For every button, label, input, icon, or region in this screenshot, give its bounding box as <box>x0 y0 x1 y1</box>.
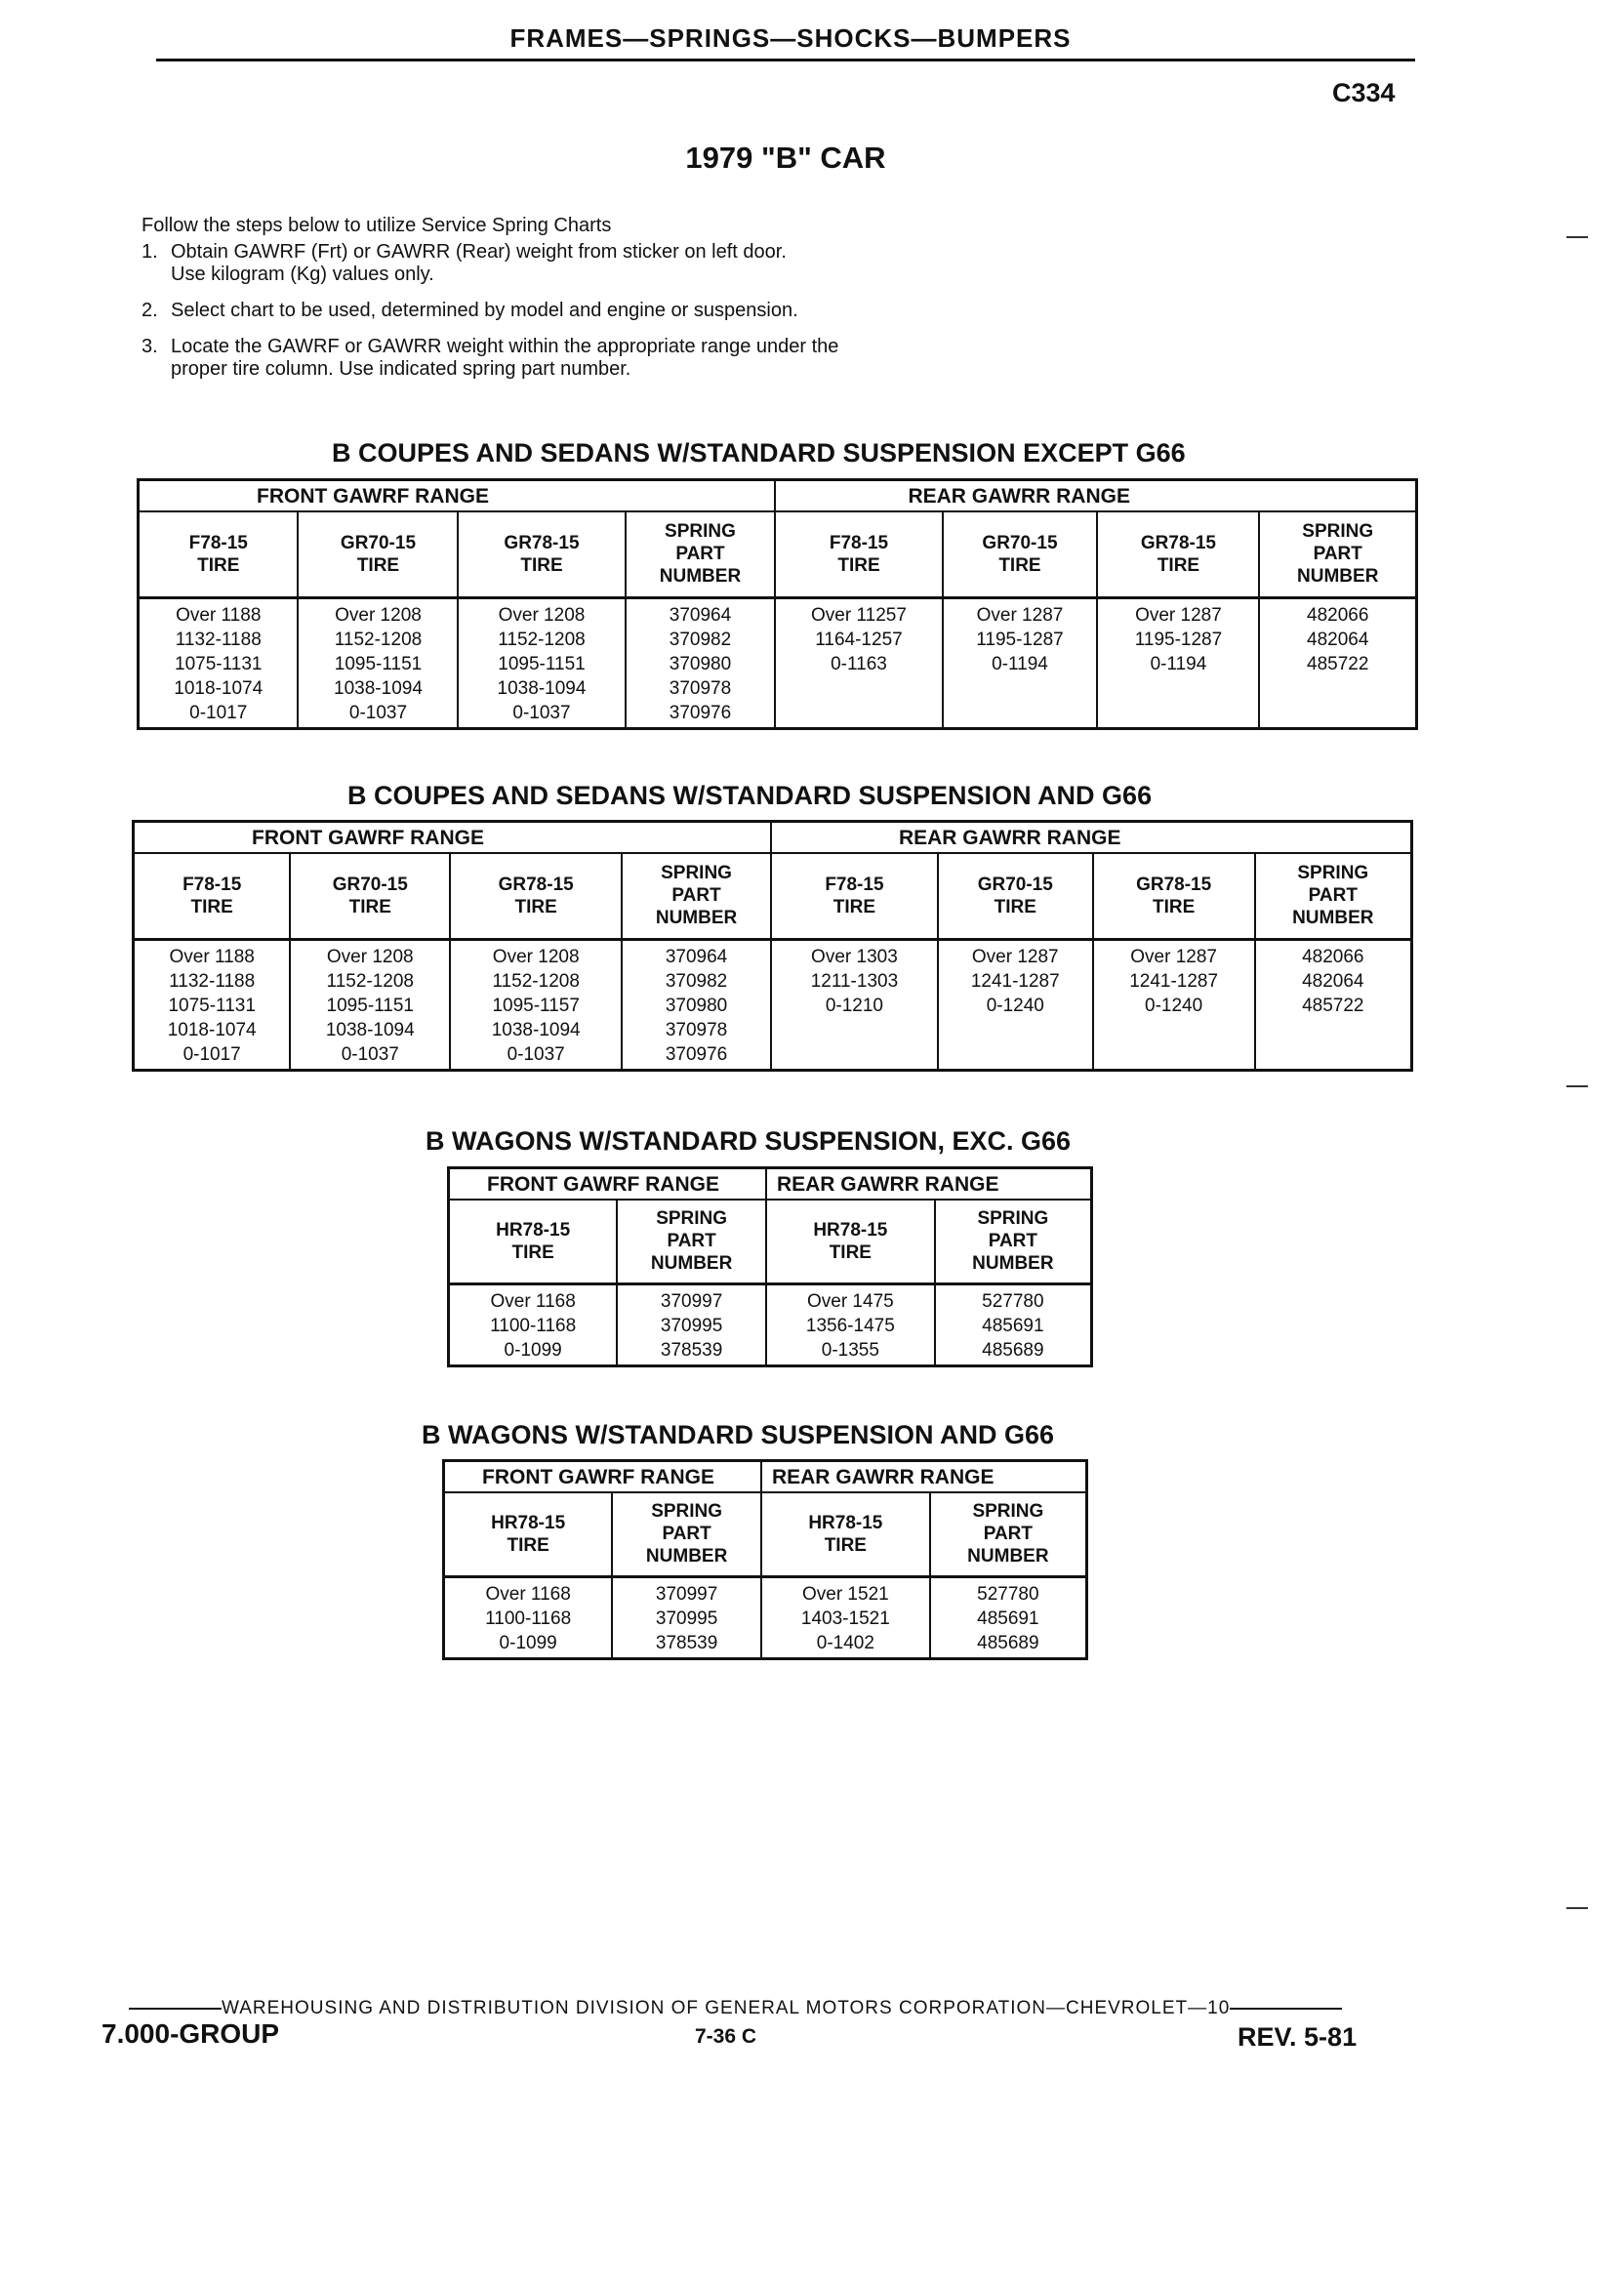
table-cell: 527780 485691 485689 <box>935 1283 1092 1365</box>
step-number: 2. <box>142 300 158 321</box>
column-header: SPRING PART NUMBER <box>1255 853 1412 939</box>
footer-rule-right <box>1230 2008 1342 2010</box>
column-header: HR78-15 TIRE <box>766 1200 935 1283</box>
step-text: Select chart to be used, determined by model and engine or suspension. <box>171 300 798 321</box>
column-header: GR78-15 TIRE <box>1097 511 1259 597</box>
footer-revision: REV. 5-81 <box>1238 2022 1358 2052</box>
column-header: SPRING PART NUMBER <box>626 511 776 597</box>
column-header: GR70-15 TIRE <box>298 511 458 597</box>
column-header: SPRING PART NUMBER <box>935 1200 1092 1283</box>
table-title: B WAGONS W/STANDARD SUSPENSION, EXC. G66 <box>426 1126 1072 1156</box>
column-header: GR78-15 TIRE <box>450 853 622 939</box>
column-header: GR70-15 TIRE <box>938 853 1093 939</box>
table-cell: 482066 482064 485722 <box>1259 597 1416 728</box>
table-cell: Over 1287 1195-1287 0-1194 <box>943 597 1098 728</box>
step-text-cont: Use kilogram (Kg) values only. <box>171 264 434 285</box>
table-cell: Over 1208 1152-1208 1095-1151 1038-1094 0-1037 <box>298 597 458 728</box>
footer-rule-left <box>129 2008 222 2010</box>
column-header: HR78-15 TIRE <box>444 1492 613 1576</box>
column-header: SPRING PART NUMBER <box>622 853 771 939</box>
column-header: GR70-15 TIRE <box>290 853 450 939</box>
table-cell: 370964 370982 370980 370978 370976 <box>626 597 776 728</box>
column-header: F78-15 TIRE <box>134 853 291 939</box>
instruction-step <box>142 300 1000 322</box>
step-text-cont: proper tire column. Use indicated spring part number. <box>171 358 631 380</box>
table-cell: 527780 485691 485689 <box>930 1576 1087 1658</box>
table-cell: Over 1287 1195-1287 0-1194 <box>1097 597 1259 728</box>
column-header: SPRING PART NUMBER <box>612 1492 761 1576</box>
front-range-header: FRONT GAWRF RANGE <box>139 480 776 512</box>
document-title: 1979 "B" CAR <box>685 141 886 175</box>
footer-group: 7.000-GROUP <box>102 2018 280 2049</box>
margin-mark <box>1566 1085 1588 1087</box>
rear-range-header: REAR GAWRR RANGE <box>775 480 1416 512</box>
footer-page-number: 7-36 C <box>695 2025 757 2048</box>
step-text: Locate the GAWRF or GAWRR weight within the appropriate range under the <box>171 336 839 357</box>
table-title: B COUPES AND SEDANS W/STANDARD SUSPENSION AND G66 <box>347 781 1153 810</box>
rear-range-header: REAR GAWRR RANGE <box>771 822 1412 854</box>
column-header: SPRING PART NUMBER <box>617 1200 766 1283</box>
footer-division-text: WAREHOUSING AND DISTRIBUTION DIVISION OF GENERAL MOTORS CORPORATION—CHEVROLET—10 <box>222 1998 1231 2018</box>
column-header: F78-15 TIRE <box>771 853 938 939</box>
table-title: B COUPES AND SEDANS W/STANDARD SUSPENSION EXCEPT G66 <box>332 438 1186 468</box>
table-cell: 482066 482064 485722 <box>1255 939 1412 1070</box>
front-range-header: FRONT GAWRF RANGE <box>449 1168 766 1201</box>
table-cell: Over 1188 1132-1188 1075-1131 1018-1074 0-1017 <box>139 597 299 728</box>
margin-mark <box>1566 1907 1588 1909</box>
step-number: 1. <box>142 241 158 263</box>
table-title: B WAGONS W/STANDARD SUSPENSION AND G66 <box>422 1420 1055 1449</box>
column-header: GR78-15 TIRE <box>458 511 625 597</box>
table-cell: 370964 370982 370980 370978 370976 <box>622 939 771 1070</box>
column-header: GR78-15 TIRE <box>1093 853 1255 939</box>
column-header: F78-15 TIRE <box>139 511 299 597</box>
spring-chart-table <box>447 1166 1093 1367</box>
column-header: SPRING PART NUMBER <box>930 1492 1087 1576</box>
instructions-intro: Follow the steps below to utilize Service Spring Charts <box>142 215 612 236</box>
header-rule <box>156 59 1415 61</box>
rear-range-header: REAR GAWRR RANGE <box>761 1461 1087 1493</box>
table-cell: 370997 370995 378539 <box>617 1283 766 1365</box>
spring-chart-table <box>442 1459 1088 1660</box>
table-cell: Over 1208 1152-1208 1095-1151 1038-1094 0-1037 <box>458 597 625 728</box>
table-cell: Over 1303 1211-1303 0-1210 <box>771 939 938 1070</box>
front-range-header: FRONT GAWRF RANGE <box>444 1461 761 1493</box>
table-cell: Over 1208 1152-1208 1095-1157 1038-1094 0-1037 <box>450 939 622 1070</box>
spring-chart-table <box>132 820 1413 1072</box>
step-number: 3. <box>142 336 158 357</box>
table-cell: Over 1168 1100-1168 0-1099 <box>449 1283 618 1365</box>
step-text: Obtain GAWRF (Frt) or GAWRR (Rear) weight from sticker on left door. <box>171 241 787 263</box>
column-header: F78-15 TIRE <box>775 511 942 597</box>
footer-division-line <box>129 1998 1378 2019</box>
front-range-header: FRONT GAWRF RANGE <box>134 822 771 854</box>
table-cell: Over 11257 1164-1257 0-1163 <box>775 597 942 728</box>
instructions <box>142 215 1000 394</box>
column-header: SPRING PART NUMBER <box>1259 511 1416 597</box>
table-cell: 370997 370995 378539 <box>612 1576 761 1658</box>
table-cell: Over 1208 1152-1208 1095-1151 1038-1094 0-1037 <box>290 939 450 1070</box>
table-cell: Over 1168 1100-1168 0-1099 <box>444 1576 613 1658</box>
page-code: C334 <box>1332 78 1396 107</box>
table-cell: Over 1475 1356-1475 0-1355 <box>766 1283 935 1365</box>
instruction-step <box>142 336 1000 381</box>
margin-mark <box>1566 236 1588 238</box>
column-header: GR70-15 TIRE <box>943 511 1098 597</box>
section-header-title: FRAMES—SPRINGS—SHOCKS—BUMPERS <box>509 23 1072 53</box>
table-cell: Over 1521 1403-1521 0-1402 <box>761 1576 930 1658</box>
rear-range-header: REAR GAWRR RANGE <box>766 1168 1092 1201</box>
instruction-steps <box>142 241 1000 381</box>
table-cell: Over 1287 1241-1287 0-1240 <box>938 939 1093 1070</box>
table-cell: Over 1188 1132-1188 1075-1131 1018-1074 0-1017 <box>134 939 291 1070</box>
spring-chart-table <box>137 478 1418 730</box>
column-header: HR78-15 TIRE <box>449 1200 618 1283</box>
instruction-step <box>142 241 1000 286</box>
column-header: HR78-15 TIRE <box>761 1492 930 1576</box>
table-cell: Over 1287 1241-1287 0-1240 <box>1093 939 1255 1070</box>
